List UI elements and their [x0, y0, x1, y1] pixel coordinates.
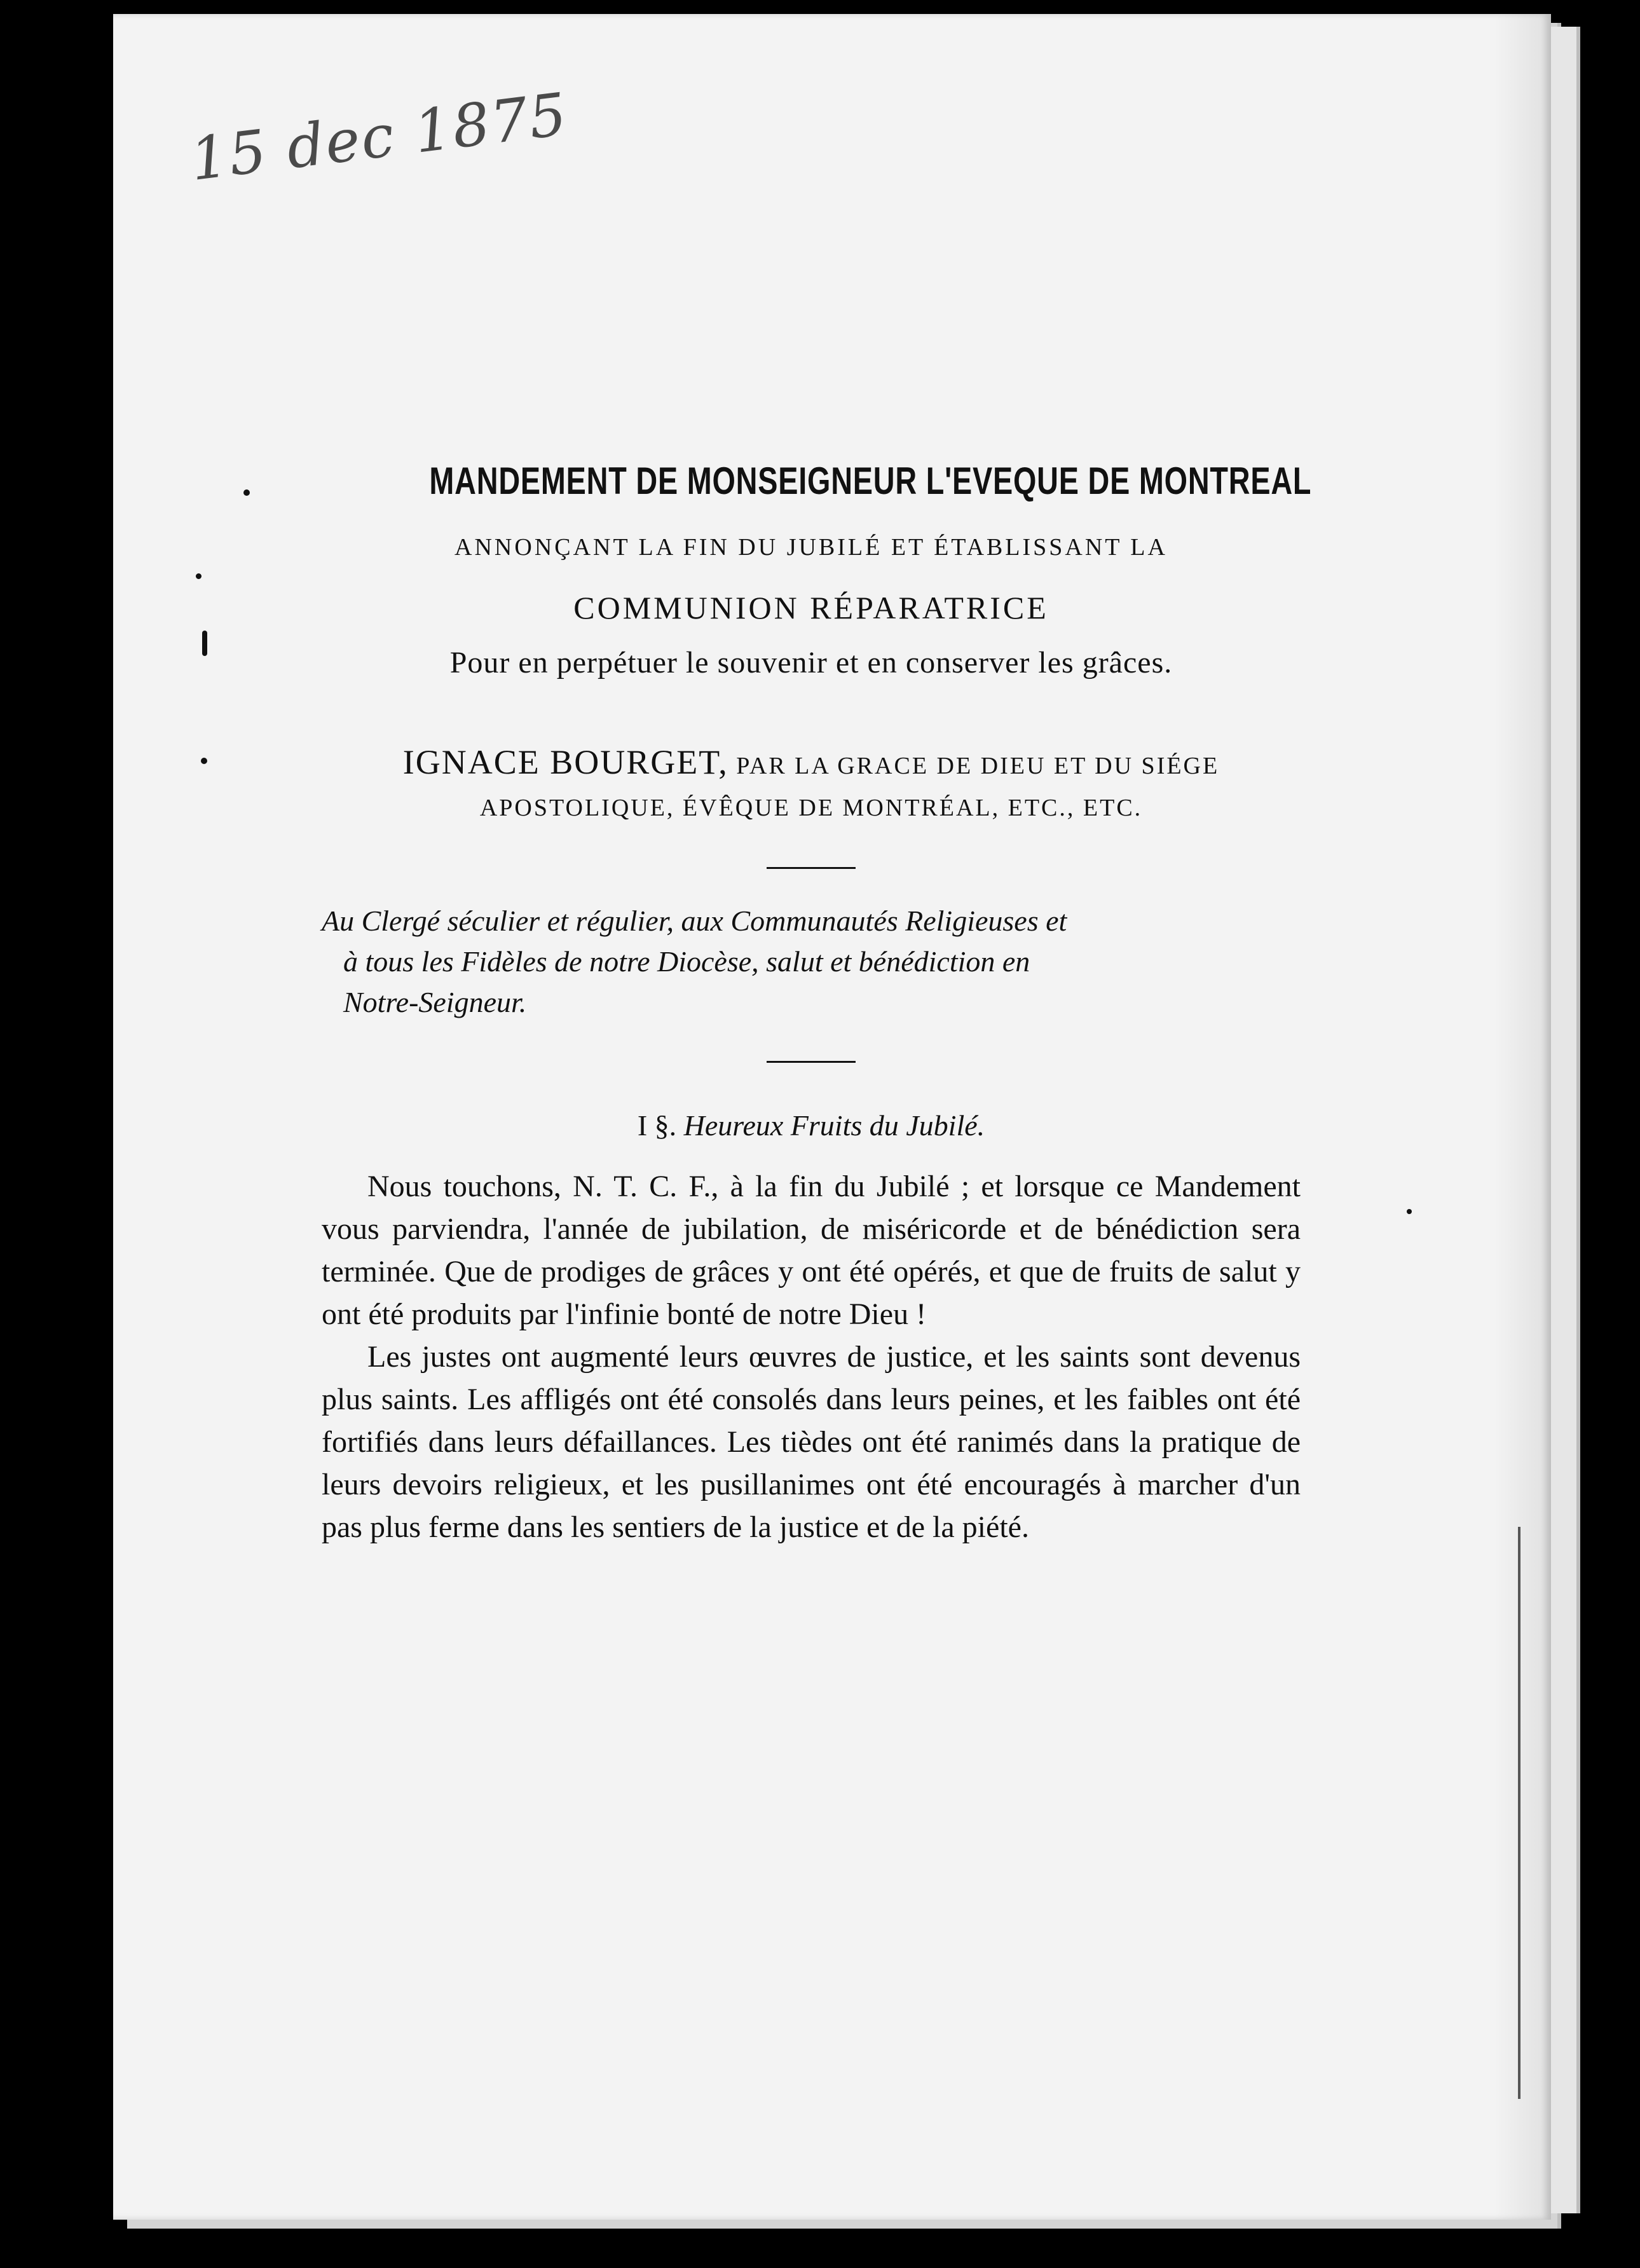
subtitle-purpose: Pour en perpétuer le souvenir et en conserver les grâces.: [449, 646, 1173, 680]
author-block: [322, 741, 1301, 829]
address-line: Au Clergé séculier et régulier, aux Communautés Religieuses et: [322, 905, 1067, 937]
ink-speck: [201, 758, 207, 764]
section-number: I §.: [637, 1109, 677, 1142]
divider-rule: [767, 1061, 856, 1063]
ink-speck: [196, 573, 202, 579]
body-paragraph: Les justes ont augmenté leurs œuvres de justice, et les saints sont devenus plus saints. Les affligés ont été consolés dans leurs peines, et les faibles ont été fortifiés dans leurs défaillances. Les tièdes ont été ranimés dans la pratique de leurs devoirs religieux, et les pusillanimes ont été encouragés à marcher d'un pas plus ferme dans les sentiers de la justice et de la piété.: [322, 1340, 1301, 1544]
ink-speck: [1407, 1209, 1412, 1214]
subtitle-communion: COMMUNION RÉPARATRICE: [573, 590, 1049, 625]
document-title: MANDEMENT DE MONSEIGNEUR L'EVEQUE DE MONTREAL: [429, 460, 1312, 502]
address-block: [322, 901, 1301, 1023]
document-page: [113, 14, 1551, 2220]
page-edge-shadow: [1494, 14, 1551, 2220]
address-line: à tous les Fidèles de notre Diocèse, salut et bénédiction en: [343, 945, 1030, 978]
section-heading: [322, 1109, 1301, 1142]
ink-speck: [243, 489, 250, 496]
document-body: [322, 459, 1312, 1548]
page-edge-mark: [1518, 1527, 1520, 2099]
section-title: Heureux Fruits du Jubilé.: [683, 1109, 985, 1142]
author-title-line-2: APOSTOLIQUE, ÉVÊQUE DE MONTRÉAL, ETC., ETC.: [479, 795, 1143, 821]
divider-rule: [767, 867, 856, 869]
body-paragraph: Nous touchons, N. T. C. F., à la fin du Jubilé ; et lorsque ce Mandement vous parviendra, l'année de jubilation, de miséricorde et de bénédiction sera terminée. Que de prodiges de grâces y ont été opérés, et que de fruits de salut y ont été produits par l'infinie bonté de notre Dieu !: [322, 1170, 1301, 1331]
subtitle-announcement: ANNONÇANT LA FIN DU JUBILÉ ET ÉTABLISSANT LA: [454, 534, 1168, 561]
address-line: Notre-Seigneur.: [343, 986, 527, 1018]
author-name: IGNACE BOURGET,: [402, 743, 728, 781]
handwritten-date: 15 dec 1875: [186, 80, 571, 194]
author-title-line-1: PAR LA GRACE DE DIEU ET DU SIÉGE: [736, 753, 1220, 779]
page-mark: [202, 631, 207, 656]
